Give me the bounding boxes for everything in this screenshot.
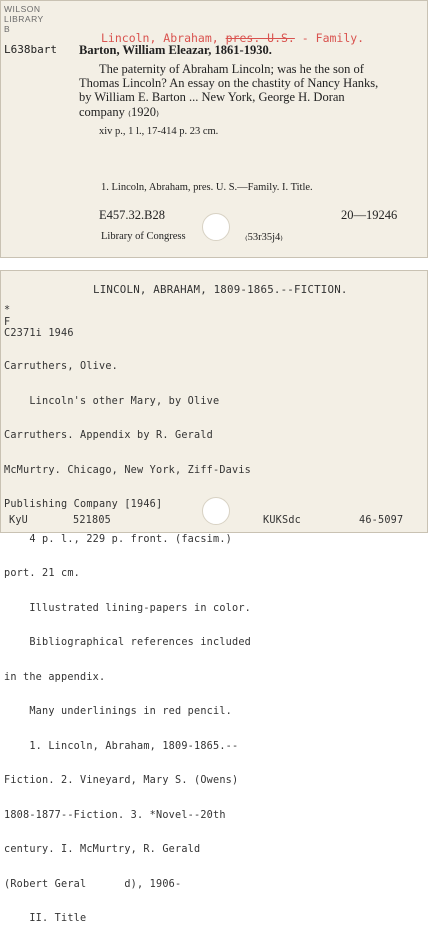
body-line: Carruthers, Olive.: [4, 361, 119, 372]
author-entry: Barton, William Eleazar, 1861-1930.: [79, 43, 272, 57]
call-number: L638bart: [4, 43, 57, 56]
print-code: ₍53r35j4₎: [245, 232, 283, 243]
body-line: 4 p. l., 229 p. front. (facsim.): [4, 533, 233, 545]
body-line: 1. Lincoln, Abraham, 1809-1865.--: [4, 740, 239, 752]
card-punch-hole: [202, 213, 230, 241]
title-line: The paternity of Abraham Lincoln; was he the son of: [99, 62, 364, 76]
call-line: *: [4, 305, 11, 316]
bibliographic-body: [4, 338, 251, 948]
subject-heading-main: Lincoln, Abraham,: [101, 31, 226, 45]
title-line: Thomas Lincoln? An essay on the chastity of Nancy Hanks,: [79, 76, 379, 90]
subject-heading-struck: pres. U.S.: [225, 31, 295, 45]
body-line: McMurtry. Chicago, New York, Ziff-Davis: [4, 464, 252, 476]
body-line: II. Title: [4, 913, 87, 924]
body-line: Many underlinings in red pencil.: [4, 706, 233, 717]
catalog-card-bottom: [0, 270, 428, 924]
lc-card-number: 46-5097: [359, 515, 404, 526]
subject-heading-suffix: - Family.: [294, 31, 365, 45]
body-line: Carruthers. Appendix by R. Gerald: [4, 430, 214, 441]
lc-class-number: E457.32.B28: [99, 208, 165, 222]
body-line: Illustrated lining-papers in color.: [4, 602, 252, 614]
catalog-card-top: [0, 0, 428, 258]
body-line: Publishing Company [1946]: [4, 499, 163, 510]
body-line: Bibliographical references included: [4, 637, 252, 648]
title-line: by William E. Barton ... New York, George H. Doran: [79, 90, 345, 104]
body-line: port. 21 cm.: [4, 568, 81, 579]
body-line: 1808-1877--Fiction. 3. *Novel--20th: [4, 809, 226, 821]
body-line: Lincoln's other Mary, by Olive: [4, 395, 220, 407]
holding-library: KyU: [9, 515, 29, 526]
tracings: 1. Lincoln, Abraham, pres. U. S.—Family. I. Title.: [101, 182, 313, 193]
body-line: in the appendix.: [4, 671, 106, 683]
call-line: F: [4, 316, 11, 328]
subject-heading: LINCOLN, ABRAHAM, 1809-1865.--FICTION.: [93, 283, 348, 296]
card-punch-hole: [202, 497, 230, 525]
library-stamp: [4, 4, 44, 34]
body-line: Fiction. 2. Vineyard, Mary S. (Owens): [4, 775, 239, 786]
stamp-line: WILSON: [4, 4, 41, 14]
lc-card-number: 20—19246: [341, 208, 398, 222]
collation: xiv p., 1 l., 17-414 p. 23 cm.: [99, 126, 219, 137]
body-line: century. I. McMurtry, R. Gerald: [4, 844, 201, 855]
body-line: (Robert Geral d), 1906-: [4, 878, 182, 890]
library-code: KUKSdc: [263, 515, 302, 526]
stamp-line: LIBRARY: [4, 14, 44, 24]
stamp-line: B: [4, 24, 11, 34]
call-number: [4, 305, 74, 340]
record-id: 521805: [73, 515, 112, 526]
call-line: C2371i 1946: [4, 328, 74, 339]
title-line: company ₍1920₎: [79, 105, 160, 119]
source-library: Library of Congress: [101, 231, 186, 242]
